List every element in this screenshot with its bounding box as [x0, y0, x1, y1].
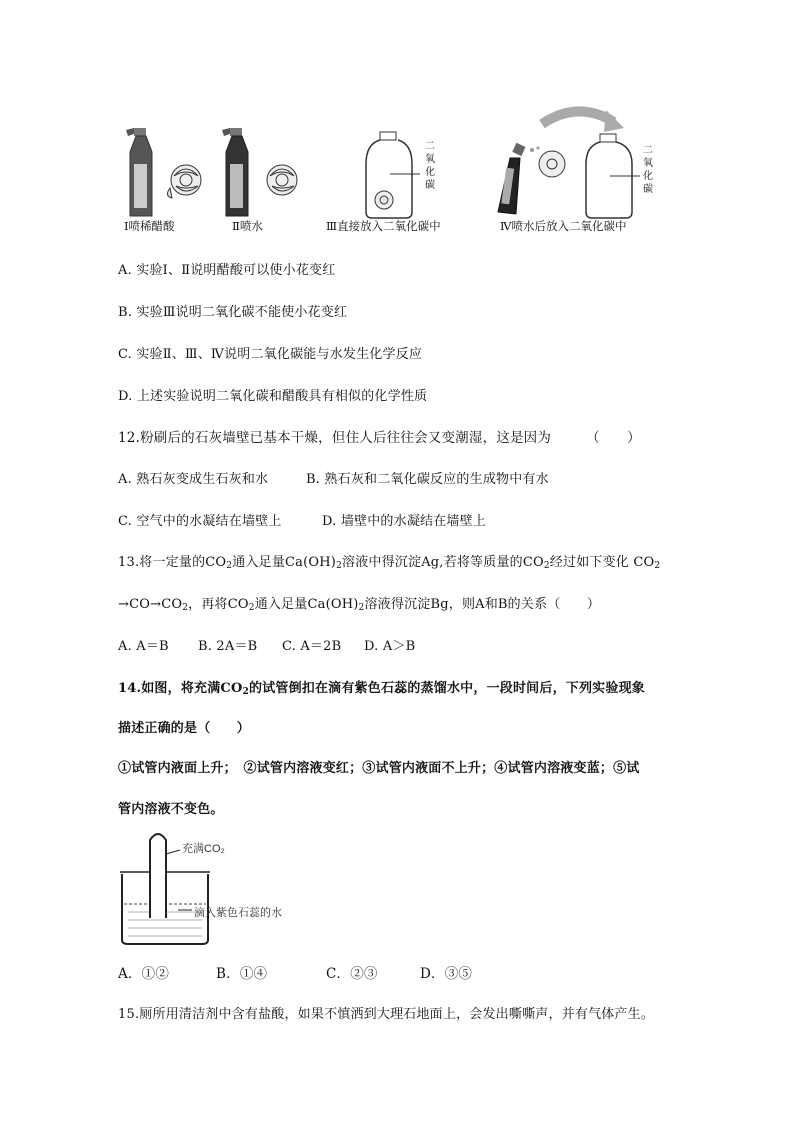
caption-i: Ⅰ喷稀醋酸	[124, 219, 175, 233]
q12-answer-paren: （ ）	[586, 430, 641, 446]
subscript: 2	[358, 603, 365, 613]
q11-option-d: D. 上述实验说明二氧化碳和醋酸具有相似的化学性质	[118, 389, 428, 404]
q13-option-b: B. 2A＝B	[198, 639, 258, 654]
subscript: 2	[182, 603, 189, 613]
q12-stem: 12.粉刷后的石灰墙壁已基本干燥，但住人后往往会又变潮湿，这是因为	[118, 430, 552, 446]
spray-bottle-icon	[498, 143, 540, 214]
q14-text: 14.如图，将充满CO	[118, 681, 243, 696]
caption-iv: Ⅳ喷水后放入二氧化碳中	[500, 219, 627, 233]
subscript: 2	[336, 561, 342, 571]
caption-iii: Ⅲ直接放入二氧化碳中	[326, 219, 441, 233]
spray-bottle-icon	[126, 128, 152, 216]
tube-label-co2: 充满CO₂	[182, 843, 225, 855]
gas-jar-icon	[586, 134, 640, 218]
jar-label-iii: 二氧化碳	[425, 141, 435, 191]
q13-stem-line2	[118, 593, 600, 613]
q11-option-c: C. 实验Ⅱ、Ⅲ、Ⅳ说明二氧化碳能与水发生化学反应	[118, 347, 423, 362]
jar-label-iv: 二氧化碳	[643, 145, 653, 195]
q13-text: →CO→CO	[118, 597, 183, 612]
q13-option-d: D. A＞B	[364, 639, 416, 654]
flower-icon	[167, 165, 201, 198]
q14-stem-line2: 描述正确的是（ ）	[118, 721, 251, 736]
q13-option-a: A. A＝B	[118, 639, 169, 654]
transfer-arrow-icon	[542, 110, 624, 132]
q14-option-d: D．③⑤	[420, 966, 473, 982]
q13-text: 13.将一定量的CO	[118, 555, 227, 570]
q15-stem: 15.厕所用清洁剂中含有盐酸，如果不慎洒到大理石地面上，会发出嘶嘶声，并有气体产生。	[118, 1007, 655, 1022]
q12-option-a: A. 熟石灰变成生石灰和水	[118, 472, 269, 487]
spray-bottle-icon	[222, 128, 248, 216]
q14-stem-line3: ①试管内液面上升； ②试管内溶液变红；③试管内液面不上升；④试管内溶液变蓝；⑤试	[118, 761, 640, 776]
flower-icon	[539, 151, 565, 177]
q12-option-b: B. 熟石灰和二氧化碳反应的生成物中有水	[306, 472, 549, 487]
q11-option-b: B. 实验Ⅲ说明二氧化碳不能使小花变红	[118, 305, 348, 320]
q13-text: 溶液中得沉淀Ag,若将等质量的CO	[342, 555, 544, 570]
q12-option-d: D. 墙壁中的水凝结在墙壁上	[322, 514, 487, 529]
q13-text: ，再将CO	[188, 597, 249, 612]
q12-option-c: C. 空气中的水凝结在墙壁上	[118, 514, 282, 529]
q13-stem-line1	[118, 551, 660, 571]
q14-option-b: B．①④	[216, 966, 268, 982]
flower-icon	[267, 165, 297, 195]
q13-option-c: C. A＝2B	[282, 639, 342, 654]
q11-option-a: A. 实验Ⅰ、Ⅱ说明醋酸可以使小花变红	[118, 263, 336, 278]
subscript: 2	[248, 603, 255, 613]
beaker-label: 滴入紫色石蕊的水	[194, 907, 282, 919]
q14-option-c: C．②③	[326, 966, 378, 982]
q14-option-a: A．①②	[118, 966, 170, 982]
q14-stem-line1	[118, 677, 645, 697]
subscript: 2	[226, 561, 233, 571]
q14-stem-line4: 管内溶液不变色。	[118, 802, 224, 817]
gas-jar-icon	[366, 132, 420, 218]
q14-text: 的试管倒扣在滴有紫色石蕊的蒸馏水中，一段时间后，下列实验现象	[248, 681, 645, 696]
q13-text: 溶液得沉淀Bg，则A和B的关系（ ）	[364, 597, 601, 612]
subscript: 2	[242, 687, 249, 697]
caption-ii: Ⅱ喷水	[232, 219, 263, 233]
q13-text: 经过如下变化 CO	[549, 555, 655, 570]
q13-text: 通入足量Ca(OH)	[254, 597, 359, 612]
subscript: 2	[543, 561, 550, 571]
subscript: 2	[654, 561, 661, 571]
q13-text: 通入足量Ca(OH)	[232, 555, 337, 570]
